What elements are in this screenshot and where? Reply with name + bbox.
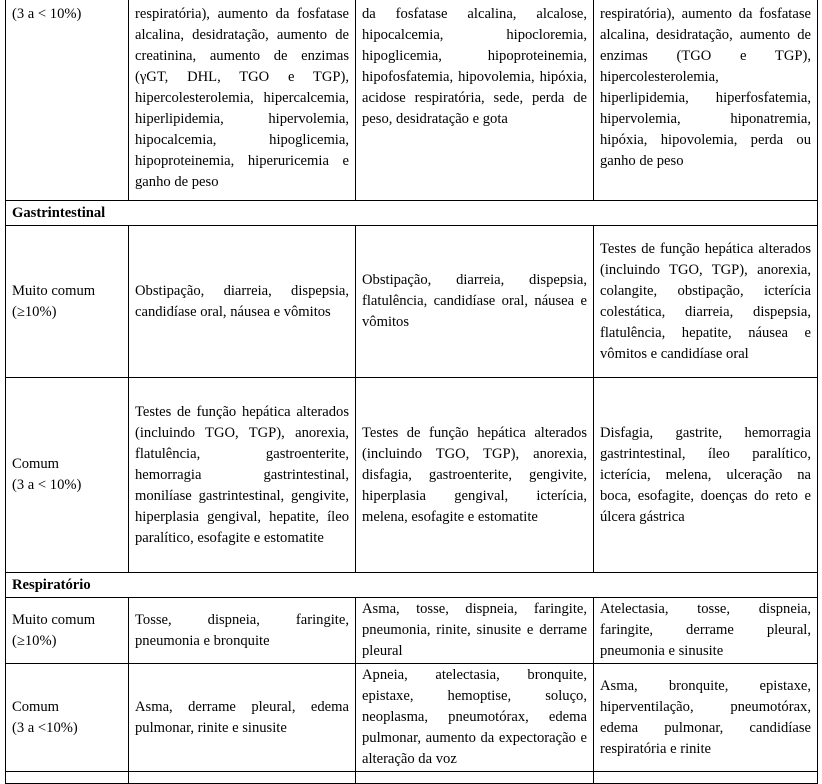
table-row-continuation	[6, 772, 818, 784]
frequency-range: (3 a < 10%)	[12, 477, 82, 493]
cell-col3: Disfagia, gastrite, hemorragia gastrintestinal, íleo paralítico, icterícia, melena, ulceração na boca, esofagite, doenças do reto e úlcera gástrica	[594, 378, 818, 573]
frequency-range: (3 a <10%)	[12, 719, 78, 736]
cell-col2: Obstipação, diarreia, dispepsia, flatulência, candidíase oral, náusea e vômitos	[356, 226, 594, 378]
section-title-respiratorio: Respiratório	[6, 573, 818, 598]
frequency-label: Muito comum	[12, 611, 96, 628]
section-header-row	[6, 573, 818, 598]
cell-col3: Asma, bronquite, epistaxe, hiperventilação, pneumotórax, edema pulmonar, candidíase respiratória e rinite	[594, 664, 818, 772]
cell-col3: Atelectasia, tosse, dispneia, faringite, derrame pleural, pneumonia e sinusite	[594, 598, 818, 664]
cell-col2: Testes de função hepática alterados (incluindo TGO, TGP), anorexia, disfagia, gastroenterite, gengivite, hiperplasia gengival, icterícia, melena, esofagite e estomatite	[356, 378, 594, 573]
frequency-range: (3 a < 10%)	[12, 6, 82, 22]
frequency-label: Comum	[12, 698, 60, 715]
adverse-events-table	[5, 0, 818, 784]
empty-cell	[594, 772, 818, 784]
frequency-label: Comum	[12, 456, 60, 472]
cell-col1: Asma, derrame pleural, edema pulmonar, rinite e sinusite	[129, 664, 356, 772]
table-row-gastro-comum	[6, 378, 818, 573]
section-header-row	[6, 201, 818, 226]
empty-cell	[6, 772, 129, 784]
frequency-range: (≥10%)	[12, 303, 57, 320]
section-title-gastrintestinal: Gastrintestinal	[6, 201, 818, 226]
cell-col1: Obstipação, diarreia, dispepsia, candidíase oral, náusea e vômitos	[129, 226, 356, 378]
frequency-cell	[6, 664, 129, 772]
cell-col2: Asma, tosse, dispneia, faringite, pneumonia, rinite, sinusite e derrame pleural	[356, 598, 594, 664]
frequency-cell	[6, 226, 129, 378]
frequency-cell	[6, 0, 129, 201]
table-row-resp-comum	[6, 664, 818, 772]
frequency-label: Muito comum	[12, 282, 96, 299]
table-row-metabolic-comum	[6, 0, 818, 201]
cell-col1: Testes de função hepática alterados (incluindo TGO, TGP), anorexia, flatulência, gastroenterite, hemorragia gastrintestinal, monilíase gastrintestinal, gengivite, hiperplasia gengival, hepatite, íleo paralítico, esofagite e estomatite	[129, 378, 356, 573]
cell-col1: Tosse, dispneia, faringite, pneumonia e bronquite	[129, 598, 356, 664]
cell-col3: respiratória), aumento da fosfatase alcalina, desidratação, aumento de enzimas (TGO e TGP), hipercolesterolemia, hiperlipidemia, hiperfosfatemia, hipervolemia, hiponatremia, hipóxia, hipovolemia, perda ou ganho de peso	[594, 0, 818, 201]
cell-col2: da fosfatase alcalina, alcalose, hipocalcemia, hipocloremia, hipoglicemia, hipoproteinemia, hipofosfatemia, hipovolemia, hipóxia, acidose respiratória, sede, perda de peso, desidratação e gota	[356, 0, 594, 201]
frequency-cell	[6, 598, 129, 664]
table-row-resp-muito-comum	[6, 598, 818, 664]
cell-col3: Testes de função hepática alterados (incluindo TGO, TGP), anorexia, colangite, obstipação, icterícia colestática, diarreia, dispepsia, flatulência, hepatite, náusea e vômitos e candidíase oral	[594, 226, 818, 378]
empty-cell	[129, 772, 356, 784]
frequency-cell	[6, 378, 129, 573]
frequency-range: (≥10%)	[12, 632, 57, 649]
cell-col2: Apneia, atelectasia, bronquite, epistaxe, hemoptise, soluço, neoplasma, pneumotórax, edema pulmonar, aumento da expectoração e alteração da voz	[356, 664, 594, 772]
cell-col1: respiratória), aumento da fosfatase alcalina, desidratação, aumento de creatinina, aumento de enzimas (γGT, DHL, TGO e TGP), hipercolesterolemia, hipercalcemia, hiperlipidemia, hipervolemia, hipocalcemia, hipoglicemia, hipoproteinemia, hiperuricemia e ganho de peso	[129, 0, 356, 201]
table-row-gastro-muito-comum	[6, 226, 818, 378]
empty-cell	[356, 772, 594, 784]
